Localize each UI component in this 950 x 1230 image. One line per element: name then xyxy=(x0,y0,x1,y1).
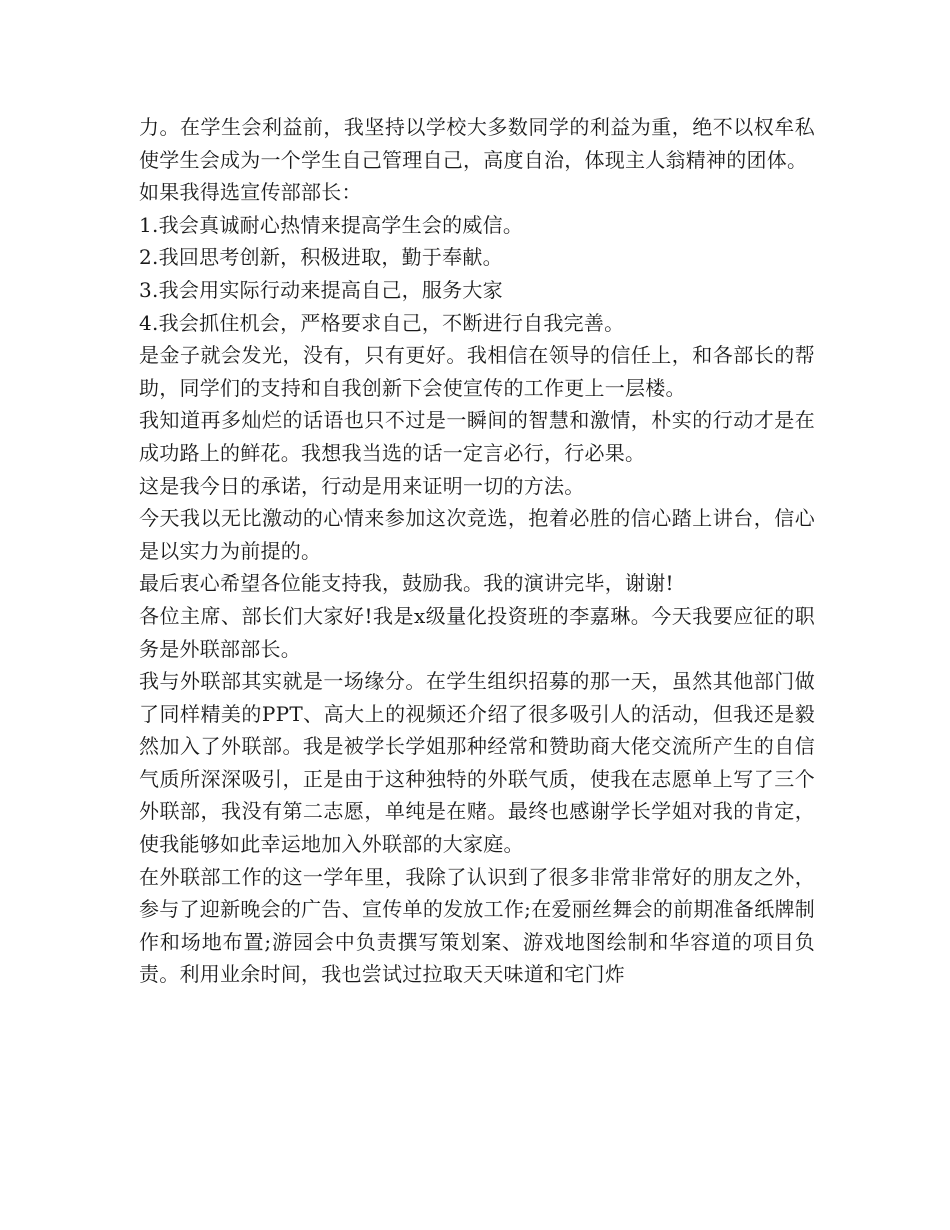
list-item: 4.我会抓住机会，严格要求自己，不断进行自我完善。 xyxy=(139,310,625,335)
list-item: 1.我会真诚耐心热情来提高学生会的威信。 xyxy=(139,212,524,237)
paragraph: 最后衷心希望各位能支持我，鼓励我。我的演讲完毕，谢谢! xyxy=(139,571,674,596)
paragraph: 我知道再多灿烂的话语也只不过是一瞬间的智慧和激情，朴实的行动才是在成功路上的鲜花。我想我当选的话一定言必行，行必果。 xyxy=(139,408,815,465)
paragraph: 是金子就会发光，没有，只有更好。我相信在领导的信任上，和各部长的帮助，同学们的支持和自我创新下会使宣传的工作更上一层楼。 xyxy=(139,343,815,400)
paragraph: 如果我得选宣传部部长： xyxy=(139,180,362,205)
list-item: 3.我会用实际行动来提高自己，服务大家 xyxy=(139,277,503,302)
paragraph: 力。在学生会利益前，我坚持以学校大多数同学的利益为重，绝不以权牟私使学生会成为一个学生自己管理自己，高度自治，体现主人翁精神的团体。 xyxy=(139,115,815,172)
document-body xyxy=(139,111,815,991)
list-item: 2.我回思考创新，积极进取，勤于奉献。 xyxy=(139,245,503,270)
paragraph: 我与外联部其实就是一场缘分。在学生组织招募的那一天，虽然其他部门做了同样精美的PPT、高大上的视频还介绍了很多吸引人的活动，但我还是毅然加入了外联部。我是被学长学姐那种经常和赞助商大佬交流所产生的自信气质所深深吸引，正是由于这种独特的外联气质，使我在志愿单上写了三个外联部，我没有第二志愿，单纯是在赌。最终也感谢学长学姐对我的肯定，使我能够如此幸运地加入外联部的大家庭。 xyxy=(139,669,815,857)
paragraph: 今天我以无比激动的心情来参加这次竞选，抱着必胜的信心踏上讲台，信心是以实力为前提的。 xyxy=(139,506,815,563)
paragraph: 这是我今日的承诺，行动是用来证明一切的方法。 xyxy=(139,473,585,498)
paragraph: 在外联部工作的这一学年里，我除了认识到了很多非常非常好的朋友之外，参与了迎新晚会的广告、宣传单的发放工作;在爱丽丝舞会的前期准备纸牌制作和场地布置;游园会中负责撰写策划案、游戏地图绘制和华容道的项目负责。利用业余时间，我也尝试过拉取天天味道和宅门炸 xyxy=(139,864,815,987)
paragraph: 各位主席、部长们大家好!我是x级量化投资班的李嘉琳。今天我要应征的职务是外联部部长。 xyxy=(139,603,815,661)
